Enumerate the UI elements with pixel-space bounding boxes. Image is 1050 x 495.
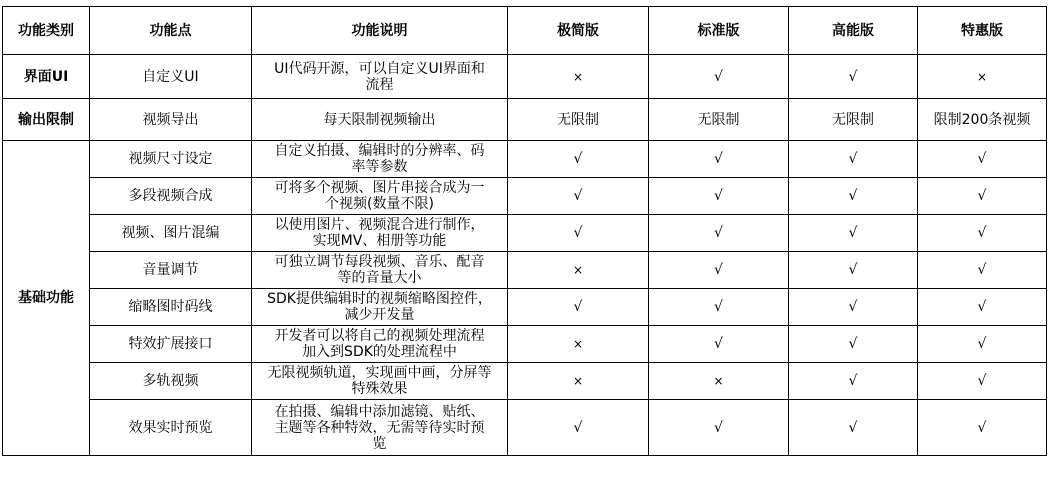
- cross-icon: ×: [572, 374, 584, 388]
- special-edition-cell: [918, 178, 1047, 215]
- description-line: 率等参数: [351, 159, 408, 175]
- check-icon: √: [848, 262, 858, 278]
- limit-text: 无限制: [697, 111, 740, 128]
- description-cell: [252, 289, 508, 326]
- description-line: UI代码开源，可以自定义UI界面和: [274, 60, 485, 77]
- check-icon: √: [977, 151, 987, 167]
- category-cell: 基础功能: [3, 141, 90, 456]
- check-icon: √: [714, 419, 723, 436]
- description-line: 主题等各种特效，无需等待实时预: [274, 419, 485, 436]
- check-icon: √: [573, 188, 583, 204]
- table-row: [3, 178, 1047, 215]
- table-row: [3, 252, 1047, 289]
- feature-cell: 效果实时预览: [90, 400, 252, 456]
- check-icon: √: [848, 299, 858, 315]
- header-minimal: 极简版: [508, 7, 649, 55]
- limit-text: 限制200条视频: [933, 111, 1031, 128]
- standard-edition-cell: [649, 99, 789, 141]
- check-icon: √: [977, 336, 987, 352]
- special-edition-cell: [918, 326, 1047, 363]
- check-icon: √: [714, 68, 723, 85]
- description-line: 等的音量大小: [337, 270, 422, 286]
- minimal-edition-cell: [508, 178, 649, 215]
- feature-cell: 特效扩展接口: [90, 326, 252, 363]
- special-edition-cell: [918, 289, 1047, 326]
- check-icon: √: [848, 188, 858, 204]
- standard-edition-cell: [649, 289, 789, 326]
- cross-icon: ×: [713, 374, 724, 388]
- check-icon: √: [848, 419, 858, 436]
- special-edition-cell: [918, 99, 1047, 141]
- check-icon: √: [573, 151, 583, 167]
- check-icon: √: [714, 225, 723, 241]
- check-icon: √: [848, 373, 858, 389]
- description-cell: [252, 363, 508, 400]
- description-line: 减少开发量: [344, 307, 415, 323]
- header-category: 功能类别: [3, 7, 90, 55]
- description-cell: [252, 55, 508, 99]
- cross-icon: ×: [572, 69, 584, 84]
- high-edition-cell: [789, 99, 918, 141]
- standard-edition-cell: [649, 178, 789, 215]
- description-cell: [252, 141, 508, 178]
- high-edition-cell: [789, 400, 918, 456]
- check-icon: √: [573, 419, 583, 436]
- special-edition-cell: [918, 215, 1047, 252]
- high-edition-cell: [789, 363, 918, 400]
- check-icon: √: [848, 336, 858, 352]
- check-icon: √: [714, 336, 723, 352]
- description-line: 以使用图片、视频混合进行制作，: [274, 217, 485, 233]
- description-line: 个视频(数量不限): [325, 196, 434, 212]
- table-row: [3, 99, 1047, 141]
- description-line: 在拍摄、编辑中添加滤镜、贴纸、: [274, 403, 485, 420]
- feature-cell: 视频、图片混编: [90, 215, 252, 252]
- standard-edition-cell: [649, 215, 789, 252]
- header-special: 特惠版: [918, 7, 1047, 55]
- header-high: 高能版: [789, 7, 918, 55]
- minimal-edition-cell: [508, 289, 649, 326]
- description-line: 自定义拍摄、编辑时的分辨率、码: [274, 143, 485, 159]
- special-edition-cell: [918, 252, 1047, 289]
- check-icon: √: [977, 373, 987, 389]
- description-line: 加入到SDK的处理流程中: [302, 344, 457, 360]
- minimal-edition-cell: [508, 141, 649, 178]
- special-edition-cell: [918, 55, 1047, 99]
- check-icon: √: [848, 151, 858, 167]
- header-row: [3, 7, 1047, 55]
- table-row: [3, 289, 1047, 326]
- feature-cell: 自定义UI: [90, 55, 252, 99]
- check-icon: √: [714, 262, 723, 278]
- high-edition-cell: [789, 178, 918, 215]
- table-row: [3, 141, 1047, 178]
- check-icon: √: [573, 225, 583, 241]
- check-icon: √: [714, 299, 723, 315]
- minimal-edition-cell: [508, 326, 649, 363]
- header-standard: 标准版: [649, 7, 789, 55]
- standard-edition-cell: [649, 141, 789, 178]
- check-icon: √: [977, 299, 987, 315]
- check-icon: √: [977, 225, 987, 241]
- high-edition-cell: [789, 252, 918, 289]
- check-icon: √: [714, 188, 723, 204]
- description-line: 实现MV、相册等功能: [312, 233, 447, 249]
- check-icon: √: [977, 262, 987, 278]
- feature-cell: 视频尺寸设定: [90, 141, 252, 178]
- description-cell: [252, 178, 508, 215]
- limit-text: 无限制: [832, 111, 874, 128]
- check-icon: √: [977, 188, 987, 204]
- check-icon: √: [714, 151, 723, 167]
- feature-comparison-table: [2, 6, 1047, 456]
- description-cell: [252, 400, 508, 456]
- category-cell: 输出限制: [3, 99, 90, 141]
- limit-text: 无限制: [557, 111, 599, 128]
- standard-edition-cell: [649, 363, 789, 400]
- standard-edition-cell: [649, 252, 789, 289]
- description-line: 每天限制视频输出: [323, 111, 436, 128]
- feature-cell: 缩略图时码线: [90, 289, 252, 326]
- check-icon: √: [573, 299, 583, 315]
- description-cell: [252, 99, 508, 141]
- cross-icon: ×: [572, 337, 584, 351]
- special-edition-cell: [918, 141, 1047, 178]
- table-row: [3, 326, 1047, 363]
- table-row: [3, 363, 1047, 400]
- high-edition-cell: [789, 215, 918, 252]
- description-line: 无限视频轨道，实现画中画，分屏等: [267, 365, 492, 381]
- high-edition-cell: [789, 141, 918, 178]
- special-edition-cell: [918, 363, 1047, 400]
- description-line: 流程: [365, 76, 394, 93]
- check-icon: √: [848, 68, 858, 85]
- table-body: [3, 55, 1047, 456]
- description-line: 览: [372, 435, 387, 452]
- special-edition-cell: [918, 400, 1047, 456]
- minimal-edition-cell: [508, 363, 649, 400]
- standard-edition-cell: [649, 400, 789, 456]
- cross-icon: ×: [572, 263, 584, 277]
- standard-edition-cell: [649, 55, 789, 99]
- table-row: [3, 400, 1047, 456]
- feature-cell: 视频导出: [90, 99, 252, 141]
- cross-icon: ×: [976, 69, 988, 84]
- header-feature: 功能点: [90, 7, 252, 55]
- high-edition-cell: [789, 326, 918, 363]
- feature-cell: 音量调节: [90, 252, 252, 289]
- high-edition-cell: [789, 55, 918, 99]
- description-line: 可将多个视频、图片串接合成为一: [274, 180, 485, 196]
- header-description: 功能说明: [252, 7, 508, 55]
- feature-cell: 多轨视频: [90, 363, 252, 400]
- minimal-edition-cell: [508, 55, 649, 99]
- standard-edition-cell: [649, 326, 789, 363]
- check-icon: √: [977, 419, 987, 436]
- table-row: [3, 215, 1047, 252]
- minimal-edition-cell: [508, 215, 649, 252]
- category-cell: 界面UI: [3, 55, 90, 99]
- check-icon: √: [848, 225, 858, 241]
- description-cell: [252, 326, 508, 363]
- description-cell: [252, 252, 508, 289]
- high-edition-cell: [789, 289, 918, 326]
- minimal-edition-cell: [508, 400, 649, 456]
- minimal-edition-cell: [508, 252, 649, 289]
- description-line: 开发者可以将自己的视频处理流程: [274, 328, 485, 344]
- table-row: [3, 55, 1047, 99]
- description-cell: [252, 215, 508, 252]
- description-line: 可独立调节每段视频、音乐、配音: [274, 254, 485, 270]
- description-line: 特殊效果: [351, 381, 408, 397]
- feature-cell: 多段视频合成: [90, 178, 252, 215]
- description-line: SDK提供编辑时的视频缩略图控件，: [267, 291, 492, 307]
- minimal-edition-cell: [508, 99, 649, 141]
